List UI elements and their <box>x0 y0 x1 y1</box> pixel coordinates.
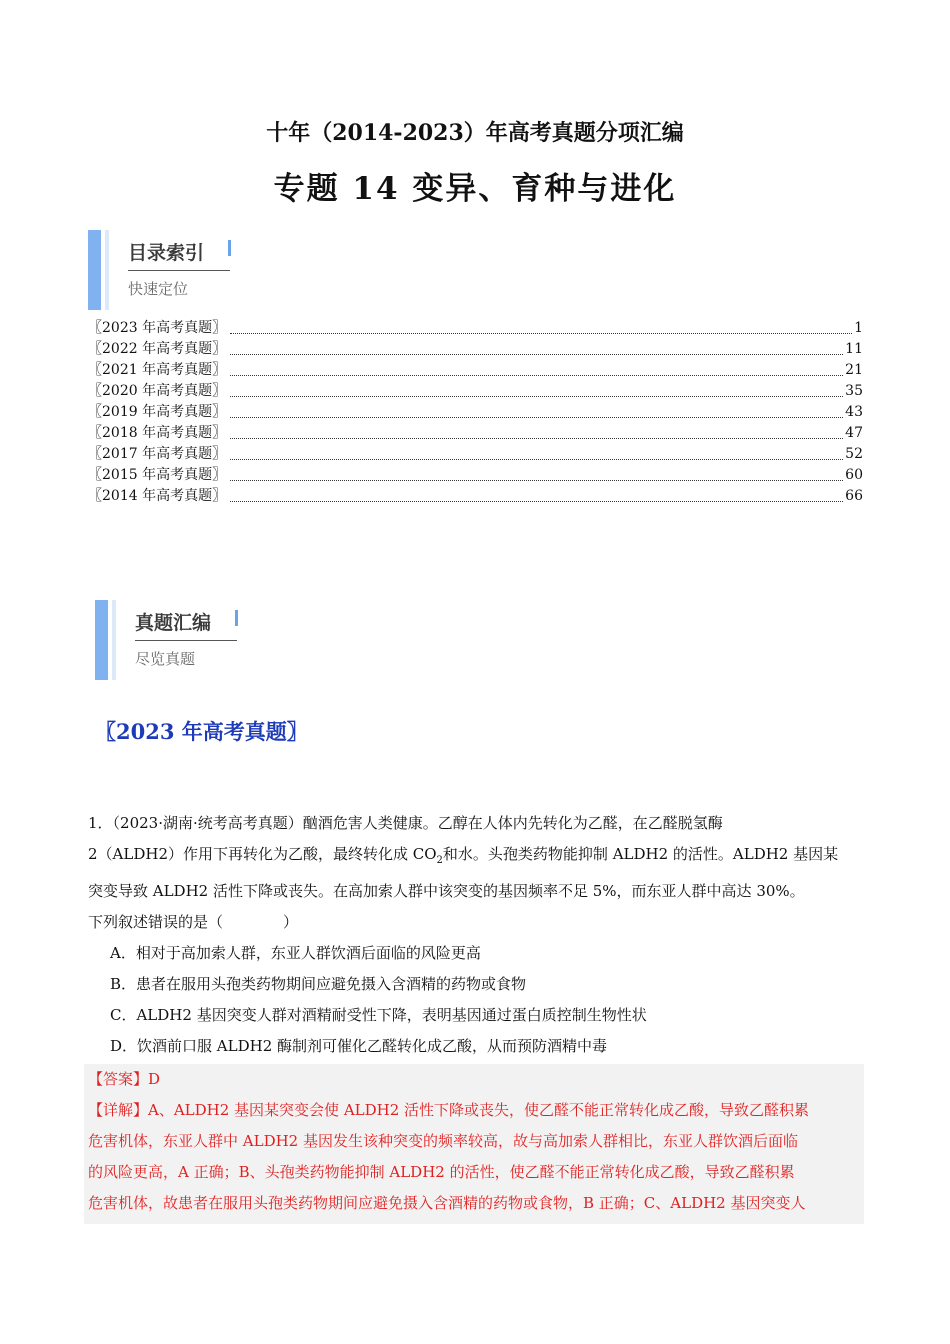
toc-entry[interactable] <box>88 465 863 486</box>
explain-line: 危害机体，故患者在服用头孢类药物期间应避免摄入含酒精的药物或食物，B 正确；C、ALDH2 基因突变人 <box>88 1194 806 1212</box>
question-line: 下列叙述错误的是（ ） <box>88 913 299 931</box>
banner-divider <box>128 270 230 271</box>
banner-bar <box>88 230 101 310</box>
section-banner <box>95 600 315 680</box>
toc-page: 35 <box>845 383 863 399</box>
option-d[interactable]: D．饮酒前口服 ALDH2 酶制剂可催化乙醛转化成乙酸，从而预防酒精中毒 <box>110 1037 608 1055</box>
toc-page: 47 <box>845 425 863 441</box>
toc-label: 〖2022 年高考真题〗 <box>88 341 227 357</box>
banner-bar-light <box>112 600 116 680</box>
answer-text <box>88 1064 864 1219</box>
toc-page: 60 <box>845 467 863 483</box>
explain-line: 【详解】A、ALDH2 基因某突变会使 ALDH2 活性下降或丧失，使乙醛不能正常转化成乙酸，导致乙醛积累 <box>88 1101 810 1119</box>
toc-label: 〖2014 年高考真题〗 <box>88 488 227 504</box>
toc-page: 1 <box>854 320 863 336</box>
toc-entry[interactable] <box>88 318 863 339</box>
question-line: 2（ALDH2）作用下再转化为乙酸，最终转化成 $CO_2$和水。头孢类药物能抑制 ALDH2 的活性。ALDH2 基因某 <box>88 845 839 866</box>
explain-line: 危害机体，东亚人群中 ALDH2 基因发生该种突变的频率较高，故与高加索人群相比，东亚人群饮酒后面临 <box>88 1132 798 1150</box>
banner-tick <box>235 610 238 626</box>
toc-label: 〖2019 年高考真题〗 <box>88 404 227 420</box>
document-title: 十年（2014-2023）年高考真题分项汇编 <box>266 120 684 146</box>
option-a[interactable]: A．相对于高加索人群，东亚人群饮酒后面临的风险更高 <box>110 944 481 962</box>
answer-line: 【答案】D <box>88 1070 161 1088</box>
toc-banner <box>88 230 308 310</box>
toc-label: 〖2020 年高考真题〗 <box>88 383 227 399</box>
toc-entry[interactable] <box>88 423 863 444</box>
toc-banner-sub: 快速定位 <box>128 280 189 298</box>
toc-label: 〖2023 年高考真题〗 <box>88 320 227 336</box>
toc-page: 43 <box>845 404 863 420</box>
topic-title: 专题 14 变异、育种与进化 <box>273 171 677 207</box>
question-line: 1．（2023·湖南·统考高考真题）酗酒危害人类健康。乙醇在人体内先转化为乙醛，在乙醛脱氢酶 <box>88 814 723 832</box>
toc-entry[interactable] <box>88 360 863 381</box>
toc-entry[interactable] <box>88 486 863 507</box>
toc-page: 66 <box>845 488 863 504</box>
banner-bar <box>95 600 108 680</box>
toc-label: 〖2018 年高考真题〗 <box>88 425 227 441</box>
option-b[interactable]: B．患者在服用头孢类药物期间应避免摄入含酒精的药物或食物 <box>110 975 527 993</box>
answer-block <box>84 1064 864 1224</box>
toc-label: 〖2017 年高考真题〗 <box>88 446 227 462</box>
toc-entry[interactable] <box>88 339 863 360</box>
toc-entry[interactable] <box>88 381 863 402</box>
toc-page: 21 <box>845 362 863 378</box>
banner-tick <box>228 240 231 256</box>
toc-banner-heading: 目录索引 <box>128 242 205 264</box>
banner-bar-light <box>105 230 109 310</box>
section-banner-heading: 真题汇编 <box>135 612 212 634</box>
option-c[interactable]: C．ALDH2 基因突变人群对酒精耐受性下降，表明基因通过蛋白质控制生物性状 <box>110 1006 647 1024</box>
year-heading: 〖2023 年高考真题〗 <box>95 719 308 744</box>
table-of-contents <box>88 318 863 507</box>
question-line: 突变导致 ALDH2 活性下降或丧失。在高加索人群中该突变的基因频率不足 5%，而东亚人群中高达 30%。 <box>88 882 805 900</box>
toc-entry[interactable] <box>88 402 863 423</box>
toc-page: 11 <box>845 341 863 357</box>
banner-divider <box>135 640 237 641</box>
question-1 <box>88 808 863 1062</box>
toc-entry[interactable] <box>88 444 863 465</box>
toc-label: 〖2021 年高考真题〗 <box>88 362 227 378</box>
section-banner-sub: 尽览真题 <box>135 650 196 668</box>
toc-label: 〖2015 年高考真题〗 <box>88 467 227 483</box>
explain-line: 的风险更高，A 正确；B、头孢类药物能抑制 ALDH2 的活性，使乙醛不能正常转化成乙酸，导致乙醛积累 <box>88 1163 795 1181</box>
toc-page: 52 <box>845 446 863 462</box>
